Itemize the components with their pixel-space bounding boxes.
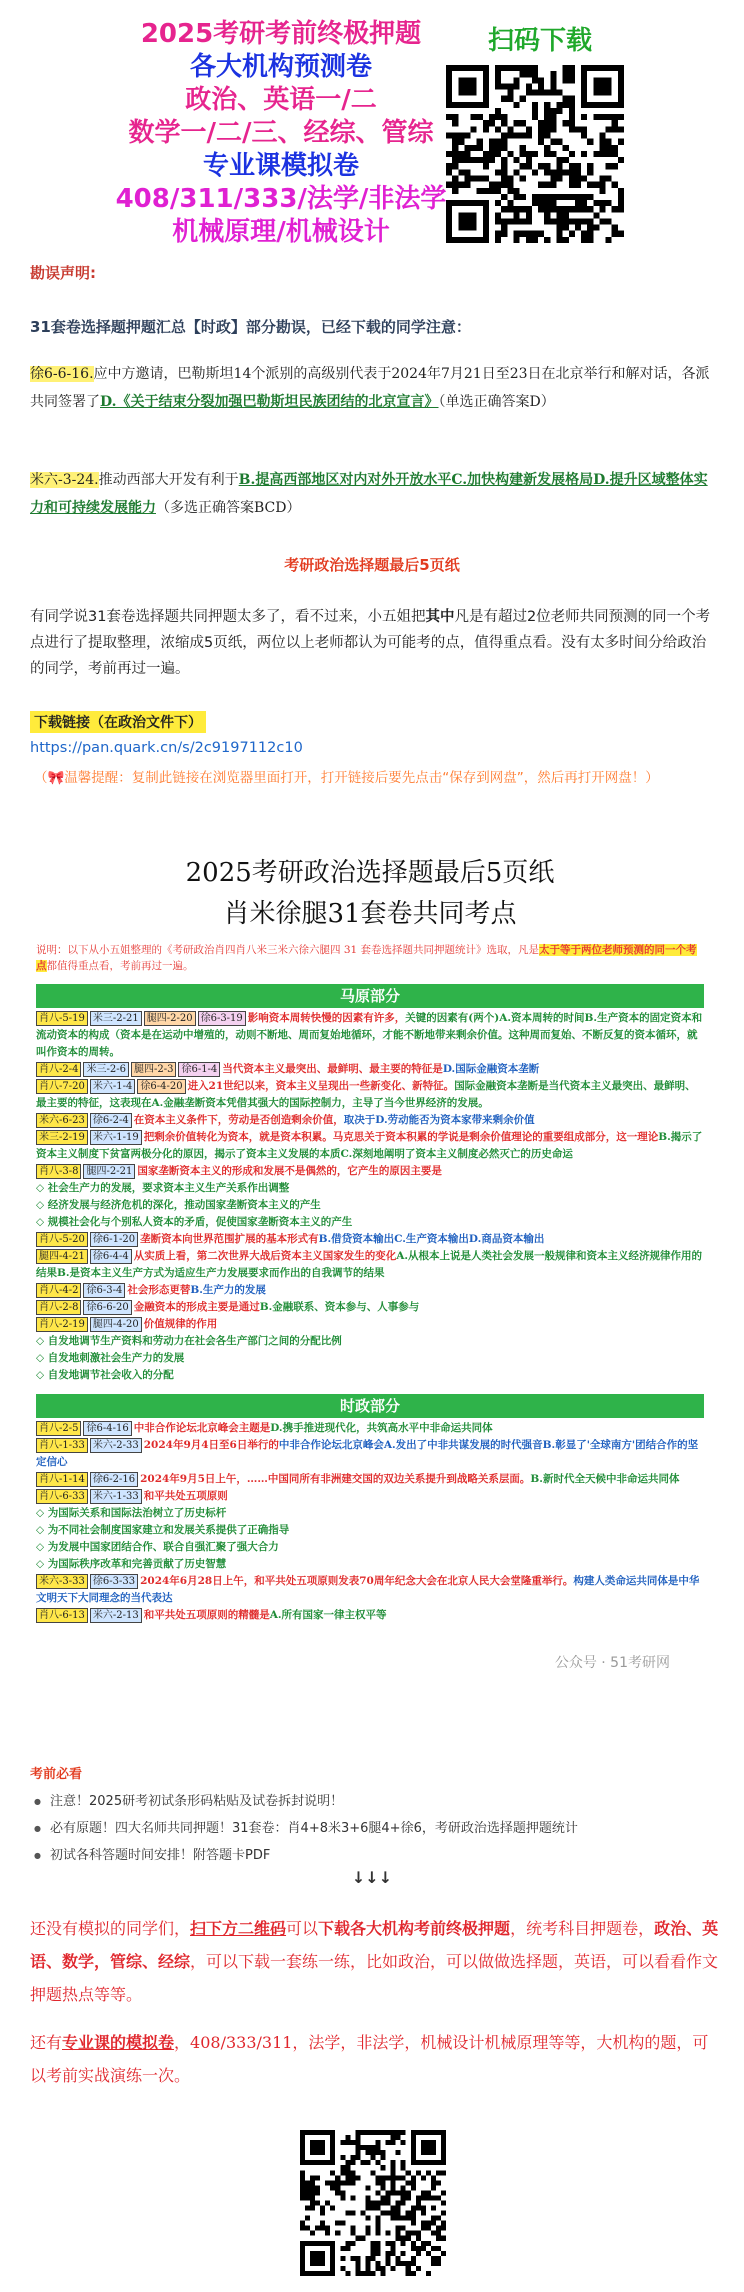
doc-row — [36, 1488, 704, 1505]
doc-note — [36, 942, 704, 974]
doc-source-tag: 腿四-4-21 — [36, 1249, 88, 1264]
diamond-bullet-icon: ◇ — [36, 1352, 48, 1364]
errata-item-2-ref: 米六-3-24. — [30, 472, 99, 488]
doc-section-maoyuan: 马原部分 — [36, 984, 704, 1008]
doc-source-tag: 肖八-5-20 — [36, 1232, 88, 1247]
doc-row-text: 进入21世纪以来，资本主义呈现出一些新变化、新特征。 — [187, 1080, 455, 1092]
doc-bullet-text: 自发地调节生产资料和劳动力在社会各生产部门之间的分配比例 — [47, 1335, 342, 1347]
doc-row — [36, 1299, 704, 1316]
diamond-bullet-icon: ◇ — [36, 1507, 48, 1519]
down-arrows: ↓↓↓ — [351, 1868, 393, 1887]
doc-source-tag: 肖八-6-13 — [36, 1608, 88, 1623]
doc-rows — [30, 1010, 710, 1624]
doc-row — [36, 1420, 704, 1437]
doc-row — [36, 1163, 704, 1180]
banner-line-3: 政治、英语一/二 — [185, 85, 377, 115]
banner-line-6: 408/311/333/法学/非法学 — [115, 184, 447, 214]
doc-source-tag: 米三-2-19 — [36, 1130, 88, 1145]
errata-item-2 — [30, 466, 710, 522]
doc-source-tag: 腿四-4-20 — [90, 1317, 142, 1332]
banner-lines — [96, 18, 466, 249]
doc-row — [36, 1112, 704, 1129]
doc-source-tag: 肖八-2-4 — [36, 1062, 81, 1077]
doc-source-tag: 米六-2-33 — [90, 1438, 142, 1453]
doc-source-tag: 徐6-4-16 — [83, 1421, 131, 1436]
doc-source-tag: 米六-1-19 — [90, 1130, 142, 1145]
download-label: 下载链接（在政治文件下） — [30, 711, 206, 733]
errata-summary: 31套卷选择题押题汇总【时政】部分勘误，已经下载的同学注意： — [30, 318, 471, 336]
doc-bullet-text: 为国际秩序改革和完善贡献了历史智慧 — [47, 1558, 227, 1570]
doc-source-tag: 米六-1-33 — [90, 1489, 142, 1504]
doc-bullet-text: 规模社会化与个别私人资本的矛盾，促使国家垄断资本主义的产生 — [47, 1216, 353, 1228]
doc-row-text: 中非合作论坛北京峰会主题是 — [133, 1422, 271, 1434]
banner-line-7: 机械原理/机械设计 — [172, 217, 390, 247]
doc-row — [36, 1437, 704, 1471]
doc-row — [36, 1061, 704, 1078]
doc-row-answer: 关键的因素有(两个)A.资本周转的时间B.生产资本的固定资本和流动资本的构成（资本是在运动中增殖的，动则不断地、周而复始地循环，才能不断地带来剩余价值。这种周而复始、不断反复的资本循环，就叫作资本的周转。 — [36, 1012, 703, 1058]
doc-source-tag: 徐6-1-4 — [178, 1062, 220, 1077]
doc-row-answer: B.新时代全天候中非命运共同体 — [530, 1473, 680, 1485]
doc-row — [36, 1282, 704, 1299]
diamond-bullet-icon: ◇ — [36, 1369, 48, 1381]
promo1-bold-1: 下载各大机构考前终极押题 — [318, 1919, 511, 1938]
doc-row-text: 2024年6月28日上午，和平共处五项原则发表70周年纪念大会在北京人民大会堂隆重举行。 — [140, 1575, 574, 1587]
doc-source-tag: 徐6-1-20 — [90, 1232, 138, 1247]
watermark: 公众号 · 51考研网 — [554, 1655, 670, 1671]
doc-row-answer: A.所有国家一律主权平等 — [269, 1609, 387, 1621]
diamond-bullet-icon: ◇ — [36, 1558, 48, 1570]
must-read-title: 考前必看 — [30, 1767, 83, 1782]
doc-note-highlight: 太于等于两位老师预测的同一个考点 — [36, 944, 697, 972]
doc-row-answer: 国际金融资本垄断是当代资本主义最突出、最鲜明、最主要的特征，这表现在A.金融垄断资本凭借其强大的国际控制力，主导了当今世界经济的发展。 — [36, 1080, 696, 1109]
promo-paragraph-1 — [30, 1912, 720, 2011]
promo1-c: ，统考科目押题卷， — [510, 1919, 655, 1938]
diamond-bullet-icon: ◇ — [36, 1216, 48, 1228]
must-read-item[interactable]: ● 必有原题！四大名师共同押题！31套卷：肖4+8米3+6腿4+徐6，考研政治选择题押题统计 — [30, 1815, 720, 1842]
doc-source-tag: 腿四-2-20 — [144, 1011, 196, 1026]
errata-item-1-tail: （单选正确答案D） — [438, 394, 555, 410]
intro-bold: 其中 — [425, 609, 455, 625]
banner-line-4: 数学一/二/三、经综、管综 — [128, 118, 434, 148]
diamond-bullet-icon: ◇ — [36, 1524, 48, 1536]
doc-bullet-row — [36, 1505, 704, 1522]
promo-paragraph-2 — [30, 2026, 720, 2092]
section-title: 考研政治选择题最后5页纸 — [284, 556, 460, 574]
doc-row — [36, 1129, 704, 1163]
doc-bullet-text: 社会生产力的发展，要求资本主义生产关系作出调整 — [47, 1182, 290, 1194]
errata-item-2-text: 推动西部大开发有利于 — [98, 472, 239, 488]
doc-source-tag: 徐6-3-19 — [198, 1011, 246, 1026]
doc-bullet-text: 自发地刺激社会生产力的发展 — [47, 1352, 185, 1364]
doc-source-tag: 米六-1-4 — [90, 1079, 135, 1094]
doc-source-tag: 肖八-3-8 — [36, 1164, 81, 1179]
doc-row-text: 把剩余价值转化为资本，就是资本积累。马克思关于资本积累的学说是剩余价值理论的重要组成部分，这一理论 — [143, 1131, 659, 1143]
errata-item-1-text: 应中方邀请，巴勒斯坦14个派别的高级别代表于2024年7月21日至23日在北京举行和解对话，各派共同签署了 — [30, 366, 710, 410]
doc-source-tag: 徐6-2-16 — [90, 1472, 138, 1487]
doc-row-text: 垄断资本向世界范围扩展的基本形式有 — [140, 1233, 319, 1245]
qr-code-top[interactable] — [446, 65, 624, 243]
doc-bullet-text: 为发展中国家团结合作、联合自强汇聚了强大合力 — [47, 1541, 279, 1553]
doc-row-text: 2024年9月5日上午，……中国同所有非洲建交国的双边关系提升到战略关系层面。 — [140, 1473, 531, 1485]
doc-row — [36, 1607, 704, 1624]
doc-source-tag: 腿四-2-3 — [131, 1062, 176, 1077]
doc-row-text: 在资本主义条件下，劳动是否创造剩余价值， — [133, 1114, 344, 1126]
doc-row-answer: D.国际金融资本垄断 — [442, 1063, 540, 1075]
doc-row-text: 国家垄断资本主义的形成和发展不是偶然的，它产生的原因主要是 — [137, 1165, 442, 1177]
document-image — [30, 842, 710, 1700]
doc-row — [36, 1010, 704, 1061]
doc-bullet-row — [36, 1522, 704, 1539]
errata-title: 勘误声明: — [30, 264, 96, 282]
doc-row-text: 价值规律的作用 — [143, 1318, 218, 1330]
doc-row-text: 影响资本周转快慢的因素有许多， — [247, 1012, 406, 1024]
doc-source-tag: 徐6-4-4 — [90, 1249, 132, 1264]
doc-source-tag: 米三-2-21 — [90, 1011, 142, 1026]
doc-bullet-row — [36, 1197, 704, 1214]
diamond-bullet-icon: ◇ — [36, 1541, 48, 1553]
doc-source-tag: 徐6-4-20 — [137, 1079, 185, 1094]
promo2-b: ，408/333/311，法学，非法学，机械设计机械原理等等，大机构的题，可以考前实战演练一次。 — [30, 2033, 709, 2085]
doc-bullet-row — [36, 1333, 704, 1350]
doc-source-tag: 肖八-1-14 — [36, 1472, 88, 1487]
doc-source-tag: 徐6-6-20 — [83, 1300, 131, 1315]
banner-line-5: 专业课模拟卷 — [202, 151, 359, 181]
doc-bullet-text: 为国际关系和国际法治树立了历史标杆 — [47, 1507, 227, 1519]
must-read-list — [30, 1788, 720, 1869]
doc-source-tag: 米六-6-23 — [36, 1113, 88, 1128]
doc-row-text: 2024年9月4日至6日举行的 — [143, 1439, 279, 1451]
diamond-bullet-icon: ◇ — [36, 1182, 48, 1194]
doc-source-tag: 徐6-2-4 — [90, 1113, 132, 1128]
doc-row-answer: 取决于D.劳动能否为资本家带来剩余价值 — [343, 1114, 535, 1126]
top-banner — [0, 0, 744, 250]
promo1-bold-2: 政治、英语、数学，管综、经综 — [30, 1919, 719, 1971]
doc-source-tag: 徐6-3-33 — [90, 1574, 138, 1589]
diamond-bullet-icon: ◇ — [36, 1199, 48, 1211]
promo1-b: 可以 — [286, 1919, 319, 1938]
doc-row-text: 和平共处五项原则的精髓是 — [143, 1609, 270, 1621]
doc-row-answer: 构建人类命运共同体是中华文明天下大同理念的当代表达 — [36, 1575, 700, 1604]
doc-source-tag: 肖八-6-33 — [36, 1489, 88, 1504]
doc-row-answer: B.生产力的发展 — [190, 1284, 266, 1296]
doc-source-tag: 肖八-2-8 — [36, 1300, 81, 1315]
doc-row-text: 从实质上看，第二次世界大战后资本主义国家发生的变化 — [133, 1250, 397, 1262]
errata-item-2-answer: B.提高西部地区对内对外开放水平C.加快构建新发展格局D.提升区域整体实力和可持续发展能力 — [30, 472, 708, 516]
doc-row-text: 社会形态更替 — [127, 1284, 191, 1296]
doc-source-tag: 肖八-2-5 — [36, 1421, 81, 1436]
errata-item-1-ref: 徐6-6-16. — [30, 366, 94, 382]
doc-row-answer: D.携手推进现代化，共筑高水平中非命运共同体 — [270, 1422, 493, 1434]
download-tip: （🎀温馨提醒：复制此链接在浏览器里面打开，打开链接后要先点击“保存到网盘”，然后再打开网盘！） — [34, 770, 659, 786]
doc-bullet-row — [36, 1350, 704, 1367]
banner-line-1: 2025考研考前终极押题 — [140, 19, 422, 49]
qr-code-bottom[interactable] — [300, 2130, 446, 2276]
doc-source-tag: 米六-3-33 — [36, 1574, 88, 1589]
scan-download-label: 扫码下载 — [488, 26, 593, 56]
doc-row — [36, 1078, 704, 1112]
intro-part-2: 凡是有超过2位老师共同预测的同一个考点进行了提取整理，浓缩成5页纸，两位以上老师都认为可能考的点，值得重点看。没有太多时间分给政治的同学，考前再过一遍。 — [30, 609, 711, 677]
doc-bullet-text: 为不同社会制度国家建立和发展关系提供了正确指导 — [47, 1524, 290, 1536]
doc-row-answer: B.揭示了资本主义制度下贫富两极分化的原因，揭示了资本主义发展的本质C.深刻地阐明了资本主义制度必然灭亡的历史命运 — [36, 1131, 703, 1160]
doc-row-answer: A.从根本上说是人类社会发展一般规律和资本主义经济规律作用的结果B.是资本主义生产方式为适应生产力发展要求而作出的自我调节的结果 — [36, 1250, 703, 1279]
doc-row-text: 当代资本主义最突出、最鲜明、最主要的特征是 — [222, 1063, 443, 1075]
promo1-d: ，可以下载一套练一练，比如政治，可以做做选择题，英语，可以看看作文押题热点等等。 — [30, 1952, 719, 2004]
doc-note-b: 都值得重点看，考前再过一遍。 — [46, 960, 194, 972]
doc-source-tag: 徐6-3-4 — [83, 1283, 125, 1298]
promo2-a: 还有 — [30, 2033, 63, 2052]
diamond-bullet-icon: ◇ — [36, 1335, 48, 1347]
doc-bullet-row — [36, 1539, 704, 1556]
doc-row-answer: B.借贷资本输出C.生产资本输出D.商品资本输出 — [318, 1233, 545, 1245]
doc-note-a: 说明：以下从小五姐整理的《考研政治肖四肖八米三米六徐六腿四 31 套卷选择题共同押题统计》选取，凡是 — [36, 944, 540, 956]
doc-bullet-row — [36, 1367, 704, 1384]
download-link[interactable]: https://pan.quark.cn/s/2c9197112c10 — [30, 740, 303, 756]
doc-row-answer: 中非合作论坛北京峰会A.发出了中非共谋发展的时代强音B.彰显了'全球南方'团结合作的坚定信心 — [36, 1439, 699, 1468]
doc-source-tag: 肖八-2-19 — [36, 1317, 88, 1332]
intro-paragraph — [30, 604, 714, 682]
must-read-item[interactable]: ● 注意！2025研考初试条形码粘贴及试卷拆封说明！ — [30, 1788, 720, 1815]
must-read-item[interactable]: ● 初试各科答题时间安排！附答题卡PDF — [30, 1842, 720, 1869]
doc-row-text: 金融资本的形成主要是通过 — [133, 1301, 260, 1313]
doc-source-tag: 肖八-5-19 — [36, 1011, 88, 1026]
doc-bullet-row — [36, 1556, 704, 1573]
doc-row-answer: B.金融联系、资本参与、人事参与 — [259, 1301, 420, 1313]
doc-row-text: 和平共处五项原则 — [143, 1490, 228, 1502]
doc-row — [36, 1316, 704, 1333]
errata-item-1 — [30, 360, 710, 416]
promo1-a: 还没有模拟的同学们， — [30, 1919, 191, 1938]
doc-row — [36, 1471, 704, 1488]
doc-bullet-text: 经济发展与经济危机的深化，推动国家垄断资本主义的产生 — [47, 1199, 321, 1211]
doc-source-tag: 腿四-2-21 — [83, 1164, 135, 1179]
intro-part-1: 有同学说31套卷选择题共同押题太多了，看不过来，小五姐把 — [30, 609, 426, 625]
doc-bullet-row — [36, 1180, 704, 1197]
doc-row — [36, 1573, 704, 1607]
doc-source-tag: 肖八-7-20 — [36, 1079, 88, 1094]
promo1-underline: 扫下方二维码 — [190, 1919, 287, 1938]
doc-source-tag: 肖八-1-33 — [36, 1438, 88, 1453]
doc-title-1: 2025考研政治选择题最后5页纸 — [185, 858, 555, 888]
doc-row — [36, 1231, 704, 1248]
banner-line-2: 各大机构预测卷 — [189, 52, 372, 82]
errata-item-2-tail: （多选正确答案BCD） — [156, 500, 301, 516]
doc-source-tag: 米三-2-6 — [83, 1062, 128, 1077]
doc-bullet-row — [36, 1214, 704, 1231]
doc-section-shizheng: 时政部分 — [36, 1394, 704, 1418]
errata-item-1-answer: D.《关于结束分裂加强巴勒斯坦民族团结的北京宣言》 — [100, 394, 439, 410]
doc-source-tag: 肖八-4-2 — [36, 1283, 81, 1298]
doc-row — [36, 1248, 704, 1282]
doc-bullet-text: 自发地调节社会收入的分配 — [47, 1369, 174, 1381]
doc-title-2: 肖米徐腿31套卷共同考点 — [223, 899, 517, 929]
doc-source-tag: 米六-2-13 — [90, 1608, 142, 1623]
promo2-underline: 专业课的模拟卷 — [62, 2033, 175, 2052]
